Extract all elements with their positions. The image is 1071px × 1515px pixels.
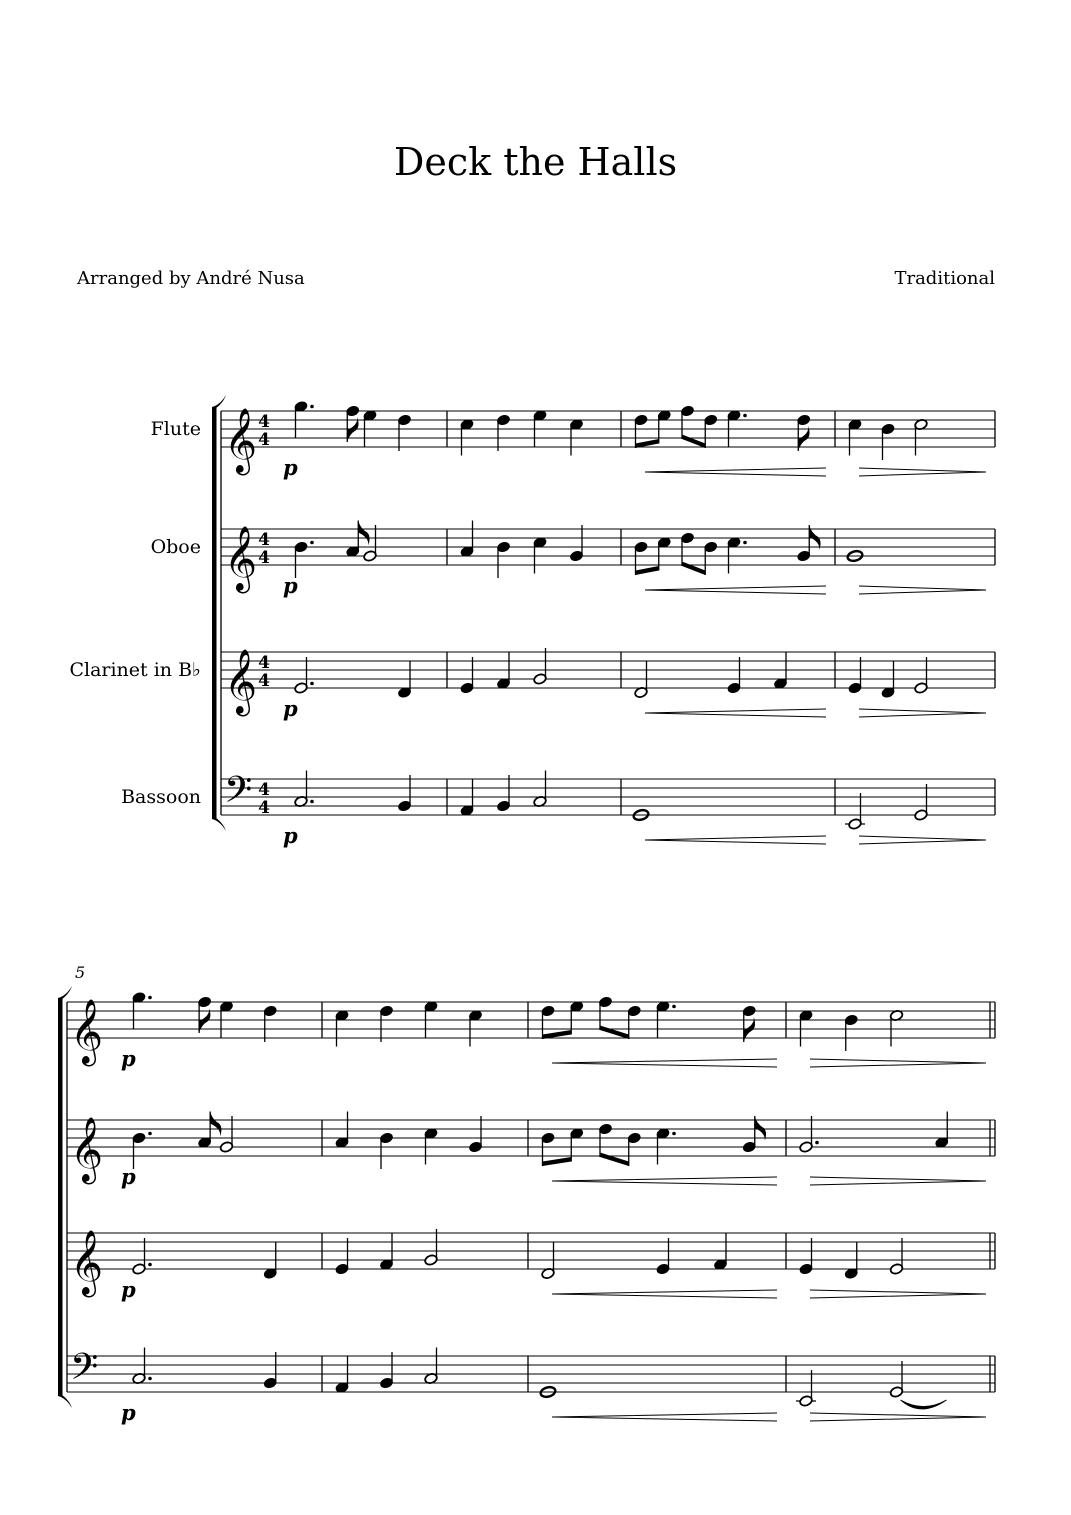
crescendo-hairpin [645, 709, 826, 717]
oboe-flag [358, 521, 369, 546]
instrument-label-flute: Flute [150, 418, 201, 440]
time-signature-top: 4 [258, 530, 270, 550]
dynamic-piano: p [283, 823, 298, 848]
time-signature-bottom: 4 [258, 430, 270, 450]
oboe-flag [210, 1112, 221, 1137]
treble-clef-icon: 𝄞 [70, 999, 104, 1064]
measure-number: 5 [75, 963, 86, 982]
tie-curve [901, 1400, 947, 1409]
oboe-dot [310, 541, 314, 545]
time-signature-top: 4 [258, 653, 270, 673]
instrument-label-clarinet: Clarinet in B♭ [69, 659, 201, 681]
flute-dot [743, 414, 747, 418]
diminuendo-hairpin [859, 836, 986, 844]
oboe-beam [600, 1153, 629, 1167]
flute-beam [600, 1026, 629, 1040]
dynamic-piano: p [283, 696, 298, 721]
system-bracket [58, 998, 63, 1396]
time-signature-bottom: 4 [258, 798, 270, 818]
treble-clef-icon: 𝄞 [70, 1117, 104, 1182]
composer-credit: Traditional [894, 268, 995, 289]
oboe-dot [148, 1132, 152, 1136]
diminuendo-hairpin [810, 1177, 986, 1185]
bass-clef-icon: 𝄢 [70, 1346, 99, 1397]
crescendo-hairpin [645, 468, 826, 476]
time-signature-top: 4 [258, 412, 270, 432]
crescendo-hairpin [645, 586, 826, 594]
crescendo-hairpin [645, 836, 826, 844]
dynamic-piano: p [121, 1164, 136, 1189]
flute-beam [682, 435, 705, 449]
time-signature-top: 4 [258, 780, 270, 800]
bass-clef-icon: 𝄢 [224, 769, 253, 820]
bassoon-dot [310, 800, 314, 804]
score-title: Deck the Halls [393, 140, 678, 184]
time-signature-bottom: 4 [258, 671, 270, 691]
crescendo-hairpin [552, 1059, 777, 1067]
diminuendo-hairpin [810, 1290, 986, 1298]
clarinet-dot [310, 682, 314, 686]
crescendo-hairpin [552, 1177, 777, 1185]
flute-dot [672, 1005, 676, 1009]
dynamic-piano: p [283, 573, 298, 598]
arranger-credit: Arranged by André Nusa [77, 268, 305, 289]
diminuendo-hairpin [810, 1413, 986, 1421]
oboe-dot [815, 1141, 819, 1145]
treble-clef-icon: 𝄞 [224, 649, 258, 714]
dynamic-piano: p [121, 1046, 136, 1071]
treble-clef-icon: 𝄞 [224, 408, 258, 473]
oboe-dot [743, 541, 747, 545]
dynamic-piano: p [121, 1277, 136, 1302]
crescendo-hairpin [552, 1290, 777, 1298]
dynamic-piano: p [283, 455, 298, 480]
diminuendo-hairpin [859, 709, 986, 717]
crescendo-hairpin [552, 1413, 777, 1421]
treble-clef-icon: 𝄞 [70, 1230, 104, 1295]
time-signature-bottom: 4 [258, 548, 270, 568]
instrument-label-oboe: Oboe [150, 536, 201, 558]
oboe-dot [672, 1132, 676, 1136]
system-bracket [212, 407, 217, 819]
treble-clef-icon: 𝄞 [224, 526, 258, 591]
oboe-beam [636, 566, 659, 575]
oboe-beam [543, 1157, 572, 1166]
diminuendo-hairpin [810, 1059, 986, 1067]
oboe-beam [682, 562, 705, 576]
flute-dot [148, 996, 152, 1000]
bassoon-dot [148, 1377, 152, 1381]
dynamic-piano: p [121, 1400, 136, 1425]
diminuendo-hairpin [859, 468, 986, 476]
clarinet-dot [148, 1263, 152, 1267]
instrument-label-bassoon: Bassoon [121, 786, 201, 808]
flute-dot [310, 405, 314, 409]
diminuendo-hairpin [859, 586, 986, 594]
